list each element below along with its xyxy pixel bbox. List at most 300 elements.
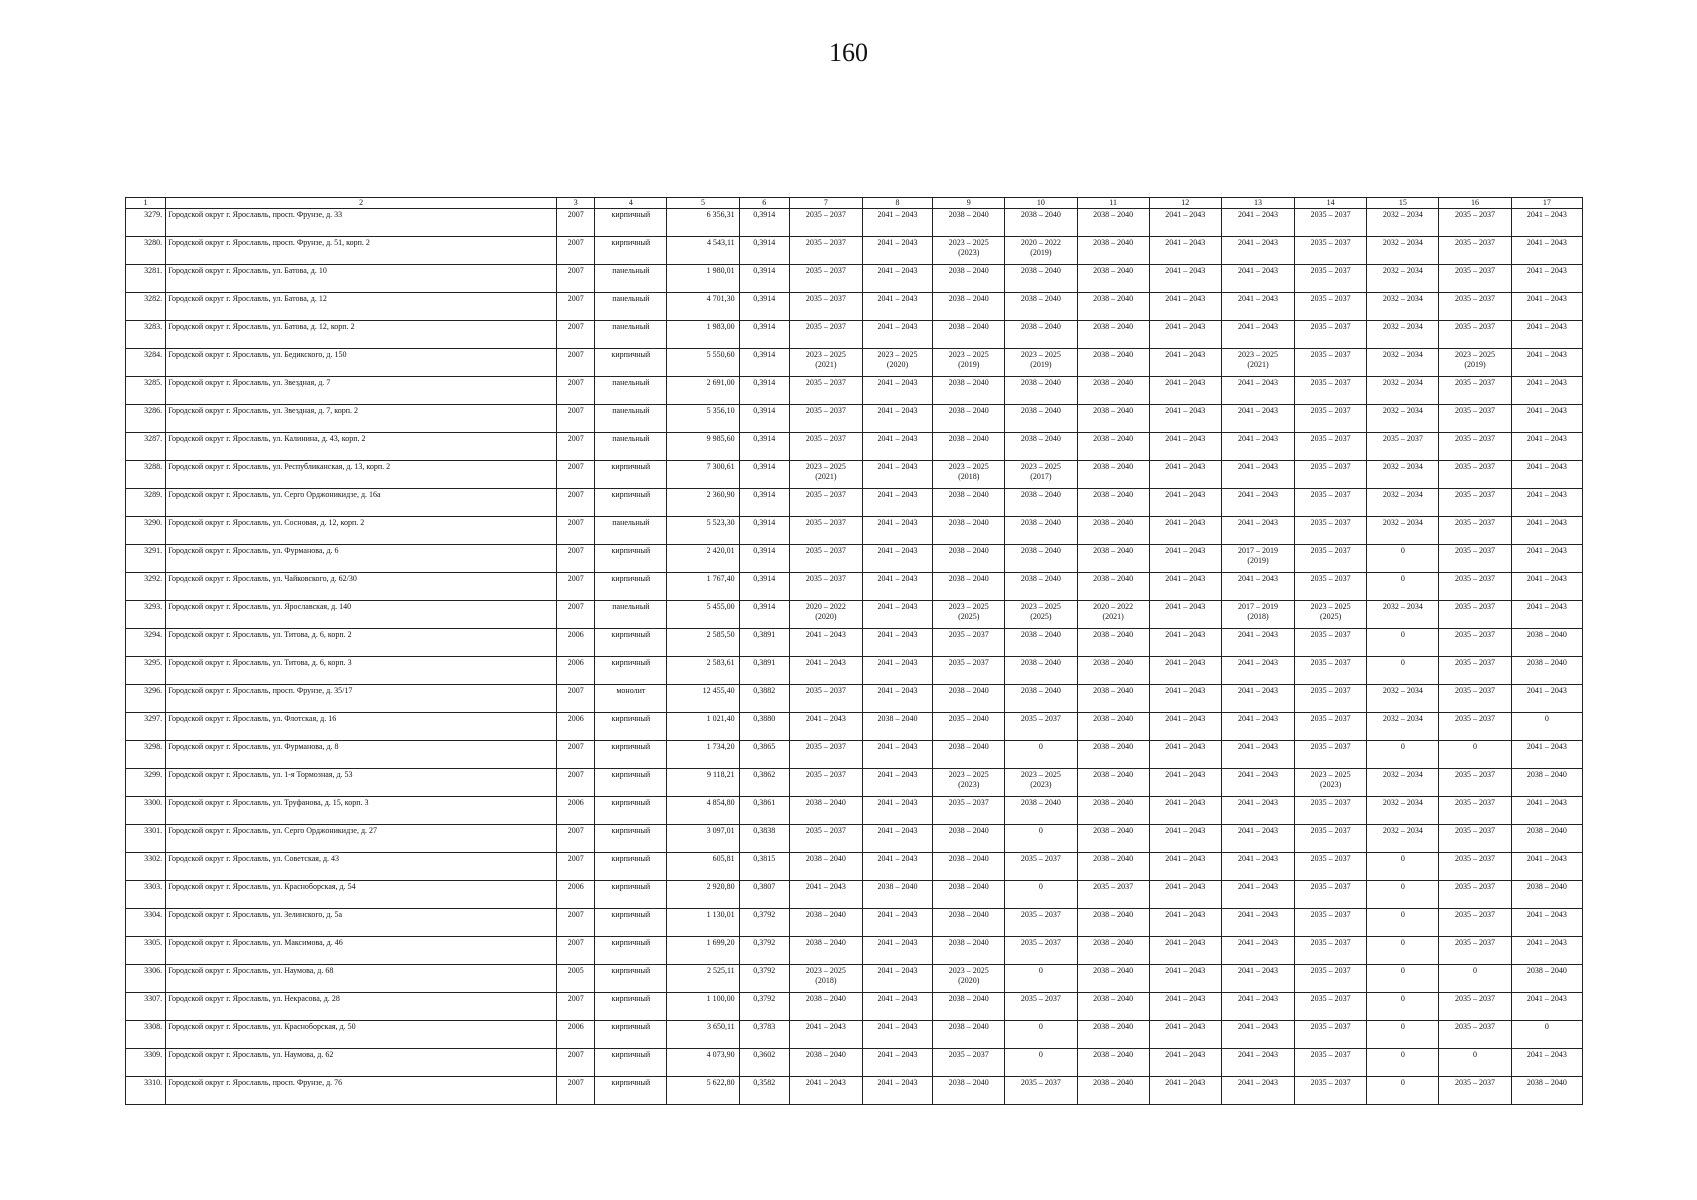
table-cell: 0,3914	[739, 489, 789, 517]
table-cell: 2035 – 2037	[1295, 937, 1367, 965]
table-cell: 2041 – 2043	[862, 461, 932, 489]
cell-line: 2023 – 2025	[1020, 602, 1061, 611]
table-cell: 2007	[557, 293, 595, 321]
table-cell: 2035 – 2037	[1295, 293, 1367, 321]
table-row	[126, 769, 1583, 797]
table-cell: 2035 – 2037	[789, 769, 862, 797]
table-cell: 2035 – 2037	[789, 741, 862, 769]
table-cell: 2038 – 2040	[1077, 657, 1149, 685]
table-cell: 1 767,40	[667, 573, 739, 601]
table-cell: 2038 – 2040	[933, 1077, 1005, 1105]
cell-line: 2023 – 2025	[805, 966, 846, 975]
table-cell: 2032 – 2034	[1367, 349, 1439, 377]
table-cell: 2041 – 2043	[862, 825, 932, 853]
table-cell: 2041 – 2043	[862, 1077, 932, 1105]
column-number-10: 10	[1005, 198, 1077, 209]
table-cell: 2 360,90	[667, 489, 739, 517]
table-cell: 5 622,80	[667, 1077, 739, 1105]
table-cell	[862, 349, 932, 377]
table-row	[126, 881, 1583, 909]
table-cell: 2032 – 2034	[1367, 797, 1439, 825]
table-row	[126, 405, 1583, 433]
table-cell: 2035 – 2037	[1295, 377, 1367, 405]
table-cell: 2035 – 2037	[1439, 293, 1511, 321]
table-cell: 2038 – 2040	[1511, 965, 1582, 993]
table-cell: 3295.	[126, 657, 166, 685]
column-number-15: 15	[1367, 198, 1439, 209]
table-cell: кирпичный	[595, 573, 667, 601]
table-cell: 2038 – 2040	[933, 517, 1005, 545]
table-cell: Городской округ г. Ярославль, ул. Фурманова, д. 6	[166, 545, 557, 573]
table-row	[126, 433, 1583, 461]
table-cell: 2038 – 2040	[1005, 433, 1077, 461]
table-cell: 2041 – 2043	[1221, 321, 1294, 349]
table-cell: 2038 – 2040	[1077, 461, 1149, 489]
table-cell: 0,3914	[739, 433, 789, 461]
cell-line: (2023)	[1030, 780, 1052, 789]
column-number-1: 1	[126, 198, 166, 209]
cell-line: 2023 – 2025	[877, 350, 918, 359]
table-cell: 2038 – 2040	[933, 265, 1005, 293]
table-cell: 2041 – 2043	[1221, 293, 1294, 321]
table-cell: 2035 – 2037	[789, 825, 862, 853]
cell-line: (2023)	[1320, 780, 1342, 789]
table-cell: 3291.	[126, 545, 166, 573]
table-cell: 2038 – 2040	[933, 573, 1005, 601]
table-cell	[1005, 349, 1077, 377]
table-cell: 2035 – 2037	[1295, 993, 1367, 1021]
table-cell: 2007	[557, 937, 595, 965]
table-cell: 2041 – 2043	[862, 601, 932, 629]
table-cell: 2041 – 2043	[1149, 629, 1221, 657]
table-cell: 2032 – 2034	[1367, 209, 1439, 237]
table-cell: 2007	[557, 1077, 595, 1105]
table-cell: 2007	[557, 909, 595, 937]
table-cell: 2038 – 2040	[1005, 209, 1077, 237]
table-cell: 2035 – 2037	[1439, 825, 1511, 853]
table-cell: 2041 – 2043	[862, 685, 932, 713]
table-cell: 3289.	[126, 489, 166, 517]
cell-line: (2021)	[815, 360, 837, 369]
table-cell: 2041 – 2043	[1149, 349, 1221, 377]
table-cell: кирпичный	[595, 965, 667, 993]
table-cell: 2041 – 2043	[1511, 265, 1582, 293]
table-cell: 2041 – 2043	[862, 237, 932, 265]
table-cell: Городской округ г. Ярославль, ул. Серго Орджоникидзе, д. 27	[166, 825, 557, 853]
table-cell: 0	[1367, 993, 1439, 1021]
table-cell: 2041 – 2043	[1149, 489, 1221, 517]
table-cell: 2035 – 2037	[1439, 685, 1511, 713]
table-cell: 2041 – 2043	[862, 573, 932, 601]
table-cell: 2041 – 2043	[1221, 461, 1294, 489]
table-cell: 0,3914	[739, 265, 789, 293]
table-cell: 2041 – 2043	[862, 489, 932, 517]
table-cell: 2 585,50	[667, 629, 739, 657]
table-row	[126, 685, 1583, 713]
table-cell: 2035 – 2037	[1005, 1077, 1077, 1105]
table-cell: 2 525,11	[667, 965, 739, 993]
table-cell: 2007	[557, 517, 595, 545]
table-cell: 2007	[557, 601, 595, 629]
table-cell: 2038 – 2040	[1511, 769, 1582, 797]
table-cell: Городской округ г. Ярославль, ул. Серго Орджоникидзе, д. 16а	[166, 489, 557, 517]
table-cell: 2035 – 2037	[1005, 993, 1077, 1021]
table-cell: 2035 – 2037	[1439, 881, 1511, 909]
cell-line: 2023 – 2025	[948, 350, 989, 359]
table-cell: 0	[1439, 965, 1511, 993]
table-cell: 2041 – 2043	[1149, 293, 1221, 321]
table-cell	[1077, 601, 1149, 629]
table-cell: 2041 – 2043	[1221, 489, 1294, 517]
table-cell: 2038 – 2040	[1077, 1021, 1149, 1049]
table-cell: 2035 – 2037	[1295, 321, 1367, 349]
table-cell: 0,3807	[739, 881, 789, 909]
table-cell: 2035 – 2037	[1439, 1021, 1511, 1049]
table-cell: 2007	[557, 1049, 595, 1077]
table-cell: 0	[1367, 1021, 1439, 1049]
table-cell: 2035 – 2037	[1439, 489, 1511, 517]
table-cell: 0	[1367, 937, 1439, 965]
table-cell: кирпичный	[595, 825, 667, 853]
table-cell: 2038 – 2040	[1005, 657, 1077, 685]
table-cell: 2038 – 2040	[1077, 349, 1149, 377]
table-cell: 2038 – 2040	[1005, 265, 1077, 293]
table-cell: кирпичный	[595, 629, 667, 657]
table-cell: 2041 – 2043	[789, 1021, 862, 1049]
table-cell: Городской округ г. Ярославль, ул. Фурманова, д. 8	[166, 741, 557, 769]
table-cell: 2035 – 2037	[1439, 713, 1511, 741]
table-cell: 2038 – 2040	[1077, 377, 1149, 405]
table-cell: 2038 – 2040	[933, 1021, 1005, 1049]
table-cell: 0	[1005, 1021, 1077, 1049]
table-cell: кирпичный	[595, 1077, 667, 1105]
table-cell: 2041 – 2043	[1149, 965, 1221, 993]
table-cell: 2035 – 2040	[933, 713, 1005, 741]
table-cell: 2041 – 2043	[862, 517, 932, 545]
table-cell: 2038 – 2040	[1511, 1077, 1582, 1105]
cell-line: (2019)	[1247, 556, 1269, 565]
table-cell: кирпичный	[595, 1049, 667, 1077]
table-row	[126, 517, 1583, 545]
table-cell: 2038 – 2040	[1005, 293, 1077, 321]
cell-line: (2018)	[815, 976, 837, 985]
table-cell: 2038 – 2040	[1077, 965, 1149, 993]
table-cell: 2032 – 2034	[1367, 265, 1439, 293]
table-cell: 2035 – 2037	[1295, 237, 1367, 265]
table-row	[126, 965, 1583, 993]
table-cell: 3287.	[126, 433, 166, 461]
column-number-13: 13	[1221, 198, 1294, 209]
table-cell: 2035 – 2037	[933, 629, 1005, 657]
table-cell: 2041 – 2043	[1149, 433, 1221, 461]
table-cell: 2041 – 2043	[1511, 909, 1582, 937]
table-cell: 2041 – 2043	[1511, 573, 1582, 601]
table-cell: 2006	[557, 629, 595, 657]
table-cell: 0	[1367, 1049, 1439, 1077]
cell-line: (2019)	[1030, 360, 1052, 369]
table-row	[126, 461, 1583, 489]
table-cell: Городской округ г. Ярославль, ул. Наумова, д. 62	[166, 1049, 557, 1077]
table-cell: 2035 – 2037	[1295, 1049, 1367, 1077]
table-cell: 0,3914	[739, 321, 789, 349]
table-cell: 2007	[557, 321, 595, 349]
table-cell: Городской округ г. Ярославль, ул. Сосновая, д. 12, корп. 2	[166, 517, 557, 545]
table-cell: 0,3792	[739, 993, 789, 1021]
table-cell: 2007	[557, 265, 595, 293]
table-cell: Городской округ г. Ярославль, ул. Зелинского, д. 5а	[166, 909, 557, 937]
table-cell: 2007	[557, 741, 595, 769]
table-cell: 2038 – 2040	[1077, 937, 1149, 965]
table-row	[126, 349, 1583, 377]
table-cell: 2035 – 2037	[789, 265, 862, 293]
table-cell	[1295, 601, 1367, 629]
table-cell: 0	[1439, 1049, 1511, 1077]
table-cell: 2041 – 2043	[1149, 321, 1221, 349]
table-cell: 5 356,10	[667, 405, 739, 433]
table-cell: 2041 – 2043	[862, 853, 932, 881]
table-cell: 2041 – 2043	[1511, 993, 1582, 1021]
table-cell: 2041 – 2043	[862, 657, 932, 685]
table-cell: 2041 – 2043	[789, 629, 862, 657]
table-cell	[1005, 601, 1077, 629]
table-cell: Городской округ г. Ярославль, ул. Батова, д. 12, корп. 2	[166, 321, 557, 349]
column-number-17: 17	[1511, 198, 1582, 209]
table-cell: 2035 – 2037	[789, 545, 862, 573]
table-cell: 2035 – 2037	[1005, 937, 1077, 965]
table-cell: 2006	[557, 881, 595, 909]
cell-line: 2017 – 2019	[1237, 546, 1278, 555]
cell-line: (2021)	[1247, 360, 1269, 369]
table-cell: Городской округ г. Ярославль, ул. Флотская, д. 16	[166, 713, 557, 741]
table-cell: 0,3792	[739, 937, 789, 965]
table-cell: 2041 – 2043	[1149, 685, 1221, 713]
table-row	[126, 825, 1583, 853]
cell-line: 2017 – 2019	[1237, 602, 1278, 611]
table-cell: 2038 – 2040	[1077, 293, 1149, 321]
column-number-3: 3	[557, 198, 595, 209]
table-cell: 0	[1511, 713, 1582, 741]
table-cell: 2007	[557, 377, 595, 405]
table-cell: 1 734,20	[667, 741, 739, 769]
table-cell: 2041 – 2043	[1221, 1049, 1294, 1077]
table-cell: 3281.	[126, 265, 166, 293]
table-cell: 0,3602	[739, 1049, 789, 1077]
table-cell: 2041 – 2043	[1511, 1049, 1582, 1077]
table-cell: 2035 – 2037	[1439, 237, 1511, 265]
table-cell: 2041 – 2043	[1221, 881, 1294, 909]
table-cell: 2007	[557, 461, 595, 489]
table-cell: 2035 – 2037	[1295, 545, 1367, 573]
table-row	[126, 1049, 1583, 1077]
table-cell: 2007	[557, 993, 595, 1021]
table-cell: 3304.	[126, 909, 166, 937]
table-cell: 2006	[557, 657, 595, 685]
cell-line: 2023 – 2025	[1237, 350, 1278, 359]
table-cell: 2041 – 2043	[1149, 237, 1221, 265]
table-cell: Городской округ г. Ярославль, ул. Красноборская, д. 54	[166, 881, 557, 909]
table-cell: кирпичный	[595, 881, 667, 909]
table-cell: 2041 – 2043	[1149, 573, 1221, 601]
table-cell: 2035 – 2037	[1439, 937, 1511, 965]
table-cell	[1295, 769, 1367, 797]
column-number-4: 4	[595, 198, 667, 209]
table-cell: 0	[1439, 741, 1511, 769]
table-cell: 2007	[557, 769, 595, 797]
table-cell: 4 854,80	[667, 797, 739, 825]
table-cell: 5 455,00	[667, 601, 739, 629]
table-row	[126, 237, 1583, 265]
table-cell	[789, 461, 862, 489]
table-cell: 2035 – 2037	[1295, 461, 1367, 489]
table-cell: 2035 – 2037	[1439, 321, 1511, 349]
table-cell: кирпичный	[595, 657, 667, 685]
table-cell: 2041 – 2043	[1149, 209, 1221, 237]
table-cell: 2038 – 2040	[789, 797, 862, 825]
table-cell: Городской округ г. Ярославль, ул. Наумова, д. 68	[166, 965, 557, 993]
table-cell: панельный	[595, 377, 667, 405]
table-cell: 3301.	[126, 825, 166, 853]
table-cell: 0	[1367, 909, 1439, 937]
table-cell: 2041 – 2043	[862, 209, 932, 237]
table-cell: 3310.	[126, 1077, 166, 1105]
table-cell: 2041 – 2043	[1511, 685, 1582, 713]
table-cell: 3292.	[126, 573, 166, 601]
column-number-8: 8	[862, 198, 932, 209]
table-cell: 3286.	[126, 405, 166, 433]
table-cell: 3305.	[126, 937, 166, 965]
table-cell: Городской округ г. Ярославль, ул. Батова, д. 12	[166, 293, 557, 321]
table-cell: 2038 – 2040	[933, 741, 1005, 769]
table-cell: 2035 – 2037	[789, 405, 862, 433]
table-cell: Городской округ г. Ярославль, ул. Бедикского, д. 150	[166, 349, 557, 377]
table-cell: 2038 – 2040	[1077, 797, 1149, 825]
table-cell: 0	[1367, 629, 1439, 657]
table-cell: Городской округ г. Ярославль, ул. 1-я Тормозная, д. 53	[166, 769, 557, 797]
cell-line: 2023 – 2025	[948, 462, 989, 471]
table-cell: 2041 – 2043	[1511, 349, 1582, 377]
table-cell: 2041 – 2043	[1149, 1021, 1221, 1049]
table-cell: 2041 – 2043	[1511, 433, 1582, 461]
table-cell: 2038 – 2040	[1005, 573, 1077, 601]
table-cell: 2038 – 2040	[1005, 489, 1077, 517]
table-row	[126, 657, 1583, 685]
table-cell: 2038 – 2040	[1077, 685, 1149, 713]
table-cell: 2041 – 2043	[1221, 573, 1294, 601]
table-cell: 2035 – 2037	[1439, 265, 1511, 293]
table-cell: 0	[1005, 741, 1077, 769]
table-cell: 2038 – 2040	[1077, 1077, 1149, 1105]
table-cell: панельный	[595, 601, 667, 629]
table-cell: кирпичный	[595, 741, 667, 769]
column-number-2: 2	[166, 198, 557, 209]
table-cell: 2041 – 2043	[862, 797, 932, 825]
table-cell: 2007	[557, 433, 595, 461]
table-cell: 2035 – 2037	[1295, 741, 1367, 769]
table-cell: 2041 – 2043	[1221, 853, 1294, 881]
table-cell: 2035 – 2037	[1295, 265, 1367, 293]
table-cell: 2038 – 2040	[1077, 237, 1149, 265]
table-cell: 2038 – 2040	[1511, 825, 1582, 853]
table-cell: 2007	[557, 237, 595, 265]
table-cell: 2038 – 2040	[933, 405, 1005, 433]
table-cell: 3293.	[126, 601, 166, 629]
table-cell: 4 701,30	[667, 293, 739, 321]
table-cell	[1221, 545, 1294, 573]
table-cell: кирпичный	[595, 993, 667, 1021]
table-cell: 2041 – 2043	[1511, 937, 1582, 965]
table-cell: 2038 – 2040	[862, 881, 932, 909]
table-cell: 2038 – 2040	[1077, 993, 1149, 1021]
table-cell: Городской округ г. Ярославль, ул. Чайковского, д. 62/30	[166, 573, 557, 601]
table-cell: кирпичный	[595, 909, 667, 937]
table-cell: кирпичный	[595, 237, 667, 265]
table-cell: 2035 – 2037	[1439, 657, 1511, 685]
table-cell: 2032 – 2034	[1367, 461, 1439, 489]
page-number: 160	[829, 38, 868, 67]
table-cell: 7 300,61	[667, 461, 739, 489]
cell-line: 2023 – 2025	[805, 462, 846, 471]
column-number-7: 7	[789, 198, 862, 209]
table-cell	[933, 965, 1005, 993]
table-row	[126, 937, 1583, 965]
table-cell: 0,3914	[739, 601, 789, 629]
table-cell: 2041 – 2043	[1221, 517, 1294, 545]
table-cell: 2035 – 2037	[1439, 909, 1511, 937]
table-cell: 0,3914	[739, 517, 789, 545]
table-cell: 0	[1005, 825, 1077, 853]
cell-line: (2025)	[1320, 612, 1342, 621]
table-cell: 2035 – 2037	[1439, 853, 1511, 881]
table-cell: 3282.	[126, 293, 166, 321]
table-cell: Городской округ г. Ярославль, ул. Некрасова, д. 28	[166, 993, 557, 1021]
table-row	[126, 601, 1583, 629]
cell-line: (2018)	[1247, 612, 1269, 621]
table-cell: 2041 – 2043	[1511, 489, 1582, 517]
table-cell: 2038 – 2040	[1077, 629, 1149, 657]
table-cell: 2035 – 2037	[789, 293, 862, 321]
table-cell: 3284.	[126, 349, 166, 377]
cell-line: (2020)	[886, 360, 909, 369]
table-cell: 2035 – 2037	[1295, 853, 1367, 881]
cell-line: (2020)	[815, 612, 837, 621]
table-cell: 3306.	[126, 965, 166, 993]
table-cell: 2035 – 2037	[1439, 629, 1511, 657]
table-cell: 9 118,21	[667, 769, 739, 797]
table-cell: кирпичный	[595, 797, 667, 825]
table-cell: 2041 – 2043	[1221, 937, 1294, 965]
table-cell: 2038 – 2040	[1005, 321, 1077, 349]
table-cell: 2038 – 2040	[933, 909, 1005, 937]
table-cell: Городской округ г. Ярославль, ул. Труфанова, д. 15, корп. 3	[166, 797, 557, 825]
table-cell	[1005, 237, 1077, 265]
table-cell: 1 699,20	[667, 937, 739, 965]
column-number-12: 12	[1149, 198, 1221, 209]
table-cell: 3285.	[126, 377, 166, 405]
table-cell: 2041 – 2043	[1149, 461, 1221, 489]
table-cell: 2038 – 2040	[1077, 209, 1149, 237]
table-cell: 2038 – 2040	[1005, 405, 1077, 433]
table-cell: 2041 – 2043	[1221, 993, 1294, 1021]
cell-line: (2025)	[1030, 612, 1052, 621]
table-cell: 2041 – 2043	[862, 1049, 932, 1077]
table-cell: кирпичный	[595, 461, 667, 489]
table-cell: 2032 – 2034	[1367, 293, 1439, 321]
table-cell: 2041 – 2043	[1511, 853, 1582, 881]
table-cell: 2038 – 2040	[933, 825, 1005, 853]
table-cell: 0	[1367, 573, 1439, 601]
table-cell: 0,3792	[739, 909, 789, 937]
table-cell: Городской округ г. Ярославль, просп. Фрунзе, д. 51, корп. 2	[166, 237, 557, 265]
